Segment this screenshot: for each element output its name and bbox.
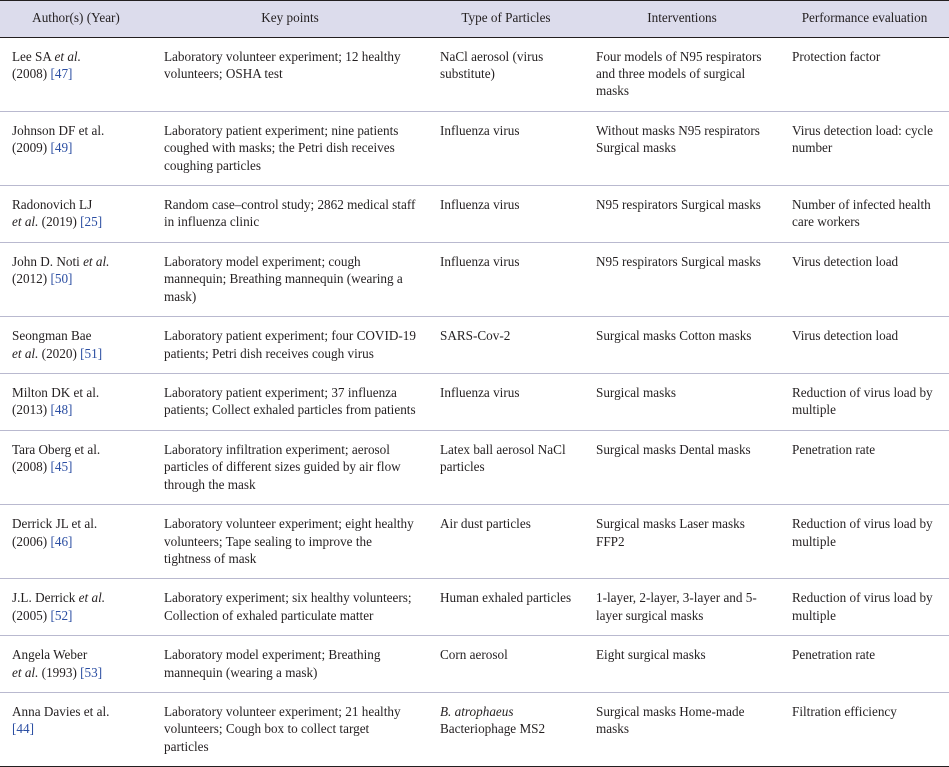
author-name: Derrick JL et al. <box>12 516 98 532</box>
citation-ref[interactable]: [47] <box>50 65 73 81</box>
cell-author <box>0 37 152 111</box>
cell-author <box>0 579 152 636</box>
table-row <box>0 579 949 636</box>
citation-ref[interactable]: [48] <box>50 402 73 418</box>
cell-author <box>0 373 152 430</box>
author-year: (2006) <box>12 533 48 549</box>
column-header-performance-evaluation: Performance evaluation <box>780 1 949 38</box>
cell-interventions: 1-layer, 2-layer, 3-layer and 5-layer surgical masks <box>584 579 780 636</box>
author-name: Anna Davies et al. <box>12 704 110 720</box>
table-row <box>0 242 949 316</box>
citation-ref[interactable]: [50] <box>50 271 73 287</box>
author-etal: et al. <box>54 48 81 64</box>
citation-ref[interactable]: [25] <box>80 214 103 230</box>
author-year: (2005) <box>12 607 48 623</box>
citation-ref[interactable]: [46] <box>50 533 73 549</box>
column-header-author: Author(s) (Year) <box>0 1 152 38</box>
cell-particle-type: NaCl aerosol (virus substitute) <box>428 37 584 111</box>
cell-author <box>0 430 152 504</box>
cell-performance: Virus detection load: cycle number <box>780 111 949 185</box>
author-year: (2019) <box>41 214 77 230</box>
cell-key-points: Laboratory model experiment; Breathing mannequin (wearing a mask) <box>152 636 428 693</box>
author-etal: et al. <box>83 253 110 269</box>
cell-performance: Reduction of virus load by multiple <box>780 505 949 579</box>
cell-author <box>0 693 152 767</box>
table-header-row <box>0 1 949 38</box>
cell-performance: Reduction of virus load by multiple <box>780 579 949 636</box>
table-body <box>0 37 949 767</box>
cell-author <box>0 111 152 185</box>
table-row <box>0 693 949 767</box>
table-row <box>0 505 949 579</box>
citation-ref[interactable]: [44] <box>12 721 34 737</box>
cell-key-points: Laboratory model experiment; cough mannequin; Breathing mannequin (wearing a mask) <box>152 242 428 316</box>
author-year: (2012) <box>12 271 48 287</box>
cell-key-points: Laboratory patient experiment; 37 influenza patients; Collect exhaled particles from patients <box>152 373 428 430</box>
cell-particle-type: Human exhaled particles <box>428 579 584 636</box>
cell-particle-type: Influenza virus <box>428 186 584 243</box>
cell-particle-type: Influenza virus <box>428 242 584 316</box>
author-year: (2008) <box>12 65 48 81</box>
cell-particle-type: Air dust particles <box>428 505 584 579</box>
cell-interventions: Surgical masks Dental masks <box>584 430 780 504</box>
cell-particle-type: Influenza virus <box>428 373 584 430</box>
author-name: Angela Weber <box>12 647 88 663</box>
citation-ref[interactable]: [49] <box>50 140 73 156</box>
cell-interventions: Surgical masks <box>584 373 780 430</box>
column-header-particle-type: Type of Particles <box>428 1 584 38</box>
cell-key-points: Laboratory volunteer experiment; 21 healthy volunteers; Cough box to collect target particles <box>152 693 428 767</box>
cell-performance: Virus detection load <box>780 317 949 374</box>
cell-particle-type: Latex ball aerosol NaCl particles <box>428 430 584 504</box>
table-row <box>0 111 949 185</box>
cell-performance: Virus detection load <box>780 242 949 316</box>
author-etal: et al. <box>12 345 39 361</box>
cell-interventions: Surgical masks Cotton masks <box>584 317 780 374</box>
cell-key-points: Laboratory patient experiment; nine patients coughed with masks; the Petri dish receives coughing particles <box>152 111 428 185</box>
cell-interventions: N95 respirators Surgical masks <box>584 242 780 316</box>
citation-ref[interactable]: [45] <box>50 459 73 475</box>
table-row <box>0 186 949 243</box>
author-year: (2008) <box>12 459 48 475</box>
table-row <box>0 317 949 374</box>
citation-ref[interactable]: [51] <box>80 345 103 361</box>
author-year: (2009) <box>12 140 48 156</box>
citation-ref[interactable]: [52] <box>50 607 73 623</box>
cell-author <box>0 317 152 374</box>
table-header <box>0 1 949 38</box>
cell-performance: Reduction of virus load by multiple <box>780 373 949 430</box>
author-name: John D. Noti <box>12 253 80 269</box>
author-year: (1993) <box>41 664 77 680</box>
cell-author <box>0 505 152 579</box>
author-year: (2020) <box>41 345 77 361</box>
cell-performance: Penetration rate <box>780 430 949 504</box>
author-etal: et al. <box>78 590 106 606</box>
cell-performance: Protection factor <box>780 37 949 111</box>
citation-ref[interactable]: [53] <box>80 664 103 680</box>
cell-author <box>0 186 152 243</box>
column-header-interventions: Interventions <box>584 1 780 38</box>
table-row <box>0 636 949 693</box>
cell-interventions: Eight surgical masks <box>584 636 780 693</box>
cell-interventions: Four models of N95 respirators and three models of surgical masks <box>584 37 780 111</box>
cell-particle-type: SARS-Cov-2 <box>428 317 584 374</box>
cell-particle-type: Influenza virus <box>428 111 584 185</box>
cell-performance: Number of infected health care workers <box>780 186 949 243</box>
cell-interventions: N95 respirators Surgical masks <box>584 186 780 243</box>
author-name: Milton DK et al. <box>12 384 100 400</box>
table-row <box>0 373 949 430</box>
cell-key-points: Laboratory infiltration experiment; aerosol particles of different sizes guided by air flow through the mask <box>152 430 428 504</box>
cell-key-points: Laboratory volunteer experiment; eight healthy volunteers; Tape sealing to improve the tightness of mask <box>152 505 428 579</box>
table-row <box>0 37 949 111</box>
cell-performance: Penetration rate <box>780 636 949 693</box>
table-row <box>0 430 949 504</box>
author-name: Johnson DF et al. <box>12 122 105 138</box>
cell-key-points: Laboratory experiment; six healthy volunteers; Collection of exhaled particulate matter <box>152 579 428 636</box>
cell-key-points: Random case–control study; 2862 medical staff in influenza clinic <box>152 186 428 243</box>
cell-performance: Filtration efficiency <box>780 693 949 767</box>
author-etal: et al. <box>12 214 39 230</box>
author-year: (2013) <box>12 402 48 418</box>
cell-particle-type: Corn aerosol <box>428 636 584 693</box>
author-name: Lee SA <box>12 48 52 64</box>
author-name: J.L. Derrick <box>12 590 76 606</box>
particle-name: Bacteriophage MS2 <box>440 721 546 737</box>
column-header-key-points: Key points <box>152 1 428 38</box>
cell-interventions: Without masks N95 respirators Surgical masks <box>584 111 780 185</box>
cell-author <box>0 242 152 316</box>
cell-key-points: Laboratory volunteer experiment; 12 healthy volunteers; OSHA test <box>152 37 428 111</box>
author-name: Tara Oberg et al. <box>12 441 101 457</box>
author-etal: et al. <box>12 664 39 680</box>
cell-key-points: Laboratory patient experiment; four COVID-19 patients; Petri dish receives cough virus <box>152 317 428 374</box>
cell-interventions: Surgical masks Laser masks FFP2 <box>584 505 780 579</box>
cell-author <box>0 636 152 693</box>
particle-species: B. atrophaeus <box>440 704 514 720</box>
author-name: Seongman Bae <box>12 328 92 344</box>
cell-particle-type <box>428 693 584 767</box>
cell-interventions: Surgical masks Home-made masks <box>584 693 780 767</box>
author-name: Radonovich LJ <box>12 197 93 213</box>
